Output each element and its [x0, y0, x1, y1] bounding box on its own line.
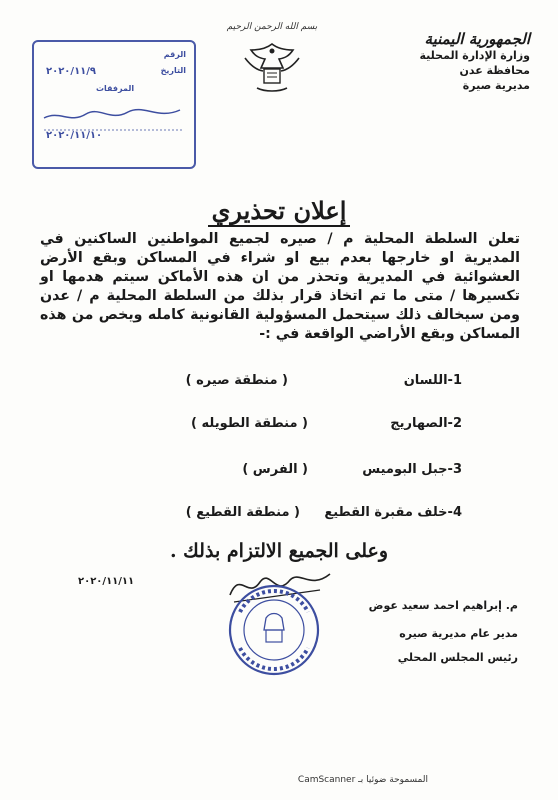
governorate-name: محافظة عدن — [459, 64, 530, 77]
stamp-ref-value: ٢٠٢٠/١١/١٠ — [46, 130, 103, 141]
closing-line: وعلى الجميع الالتزام بذلك . — [169, 540, 389, 562]
list-item-1-name: 1-اللسان — [403, 373, 462, 388]
handwritten-scribble-icon — [40, 100, 188, 140]
republic-name: الجمهورية اليمنية — [424, 30, 530, 48]
scanner-footer: المسموحة ضوئيا بـ CamScanner — [297, 775, 428, 785]
list-item-2-area: ( منطقة الطويله ) — [191, 416, 308, 431]
letterhead-center — [212, 22, 332, 104]
signatory-title: مدير عام مديرية صيره — [399, 627, 518, 640]
incoming-stamp — [32, 40, 196, 169]
stamp-date-value: ٢٠٢٠/١١/٩ — [46, 66, 97, 77]
eagle-emblem-icon — [237, 38, 307, 100]
official-seal-icon — [226, 582, 322, 678]
list-item-2-name: 2-الصهاريج — [390, 416, 462, 431]
announcement-body: تعلن السلطة المحلية م / صيره لجميع المواطنين الساكنين في المديرية او خارجها بعدم بيع او شراء في المساكن وبقع الأرض العشوائية في المديرية وتحذر من ان هذه الأماكن سيتم هدمها او تكسيرها / متى ما تم اتخاذ قرار بذلك من السلطة المحلية م / عدن ومن سيخالف ذلك سيتحمل المسؤولية القانونية كامله ويخص من هذه المساكن وبقع الأراضي الواقعة في :- — [40, 231, 520, 342]
stamp-number-label: الرقم — [163, 50, 186, 59]
signatory-name: م. إبراهيم احمد سعيد عوض — [368, 599, 518, 612]
signature-date: ٢٠٢٠/١١/١١ — [78, 576, 135, 587]
signatory-council: رئيس المجلس المحلي — [397, 651, 518, 664]
directorate-name: مديرية صيرة — [462, 79, 530, 92]
list-item-1-area: ( منطقة صيره ) — [185, 373, 288, 388]
page-title: إعلان تحذيري — [0, 196, 558, 225]
stamp-date-label: التاريخ — [160, 66, 186, 75]
stamp-attachments-label: المرفقات — [96, 84, 135, 93]
basmala: بسم الله الرحمن الرحيم — [226, 22, 318, 32]
list-item-3-name: 3-جبل البوميس — [362, 462, 462, 477]
list-item-3-area: ( الفرس ) — [242, 462, 308, 477]
list-item-4-area: ( منطقة القطيع ) — [185, 505, 300, 520]
list-item-4-name: 4-خلف مقبرة القطيع — [324, 505, 462, 520]
letterhead-right — [390, 30, 530, 93]
ministry-name: وزارة الإدارة المحلية — [419, 49, 530, 62]
